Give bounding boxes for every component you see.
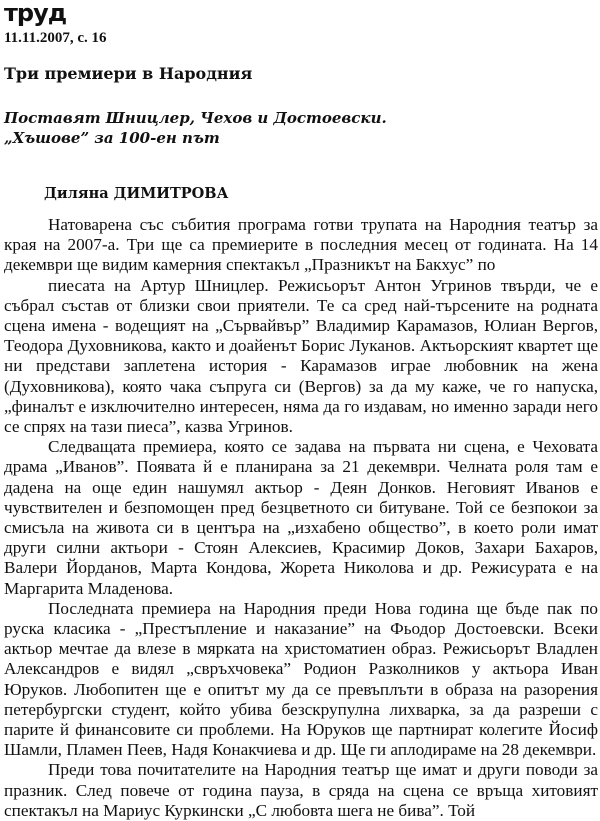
subheadline-line-2: „Хъшове” за 100-ен път [4,129,220,147]
paragraph: пиесата на Артур Шницлер. Режисьорът Антон Угринов твърди, че е събрал състав от близки свои приятели. Те са сред най-търсените на родната сцена имена - водещият на „Сървайвър” Владимир Карамазов, Юлиан Вергов, Теодора Духовникова, както и доайенът Борис Луканов. Актьорският квартет ще ни представи заплетена история - Карамазов играе любовник на жена (Духовникова), която чака съпруга си (Вергов) за да му каже, че го напуска, „финалът е изключително интересен, няма да го издавам, но именно заради него се спрях на тази пиеса”, казва Угринов. [4,275,598,437]
article-subheadline [4,108,387,148]
publication-logo: труд [4,0,67,27]
article-author: Диляна ДИМИТРОВА [44,185,229,202]
subheadline-line-1: Поставят Шницлер, Чехов и Достоевски. [4,109,387,127]
paragraph: Следващата премиера, която се задава на първата ни сцена, е Чеховата драма „Иванов”. Появата й е планирана за 21 декември. Челната роля там е дадена на още един нашумял актьор - Деян Донков. Неговият Иванов е чувствителен и безпомощен пред безцветното си битуване. Той се безпокои за смисъла на живота си в центъра на „изхабено общество”, в което роли имат други силни актьори - Стоян Алексиев, Красимир Доков, Захари Бахаров, Валери Йорданов, Марта Кондова, Жорета Николова и др. Режисурата е на Маргарита Младенова. [4,437,598,598]
dateline: 11.11.2007, с. 16 [4,30,107,46]
paragraph: Преди това почитателите на Народния театър ще имат и други поводи за празник. След повече от година пауза, в сряда на сцена се връща хитовият спектакъл на Мариус Куркински „С любовта шега не бива”. Той [4,760,598,820]
paragraph: Последната премиера на Народния преди Нова година ще бъде пак по руска класика - „Престъпление и наказание” на Фьодор Достоевски. Всеки актьор мечтае да влезе в мярката на христоматиен образ. Режисьорът Владлен Александров е видял „свръхчовека” Родион Разколников у актьора Иван Юруков. Любопитен ще е опитът му да се превъплъти в образа на разорения петербургски студент, който убива безскрупулна лихварка, за да разреши с парите й финансовите си проблеми. На Юруков ще партнират колегите Йосиф Шамли, Пламен Пеев, Надя Конакчиева и др. Ще ги аплодираме на 28 декември. [4,598,598,760]
paragraph: Натоварена със събития програма готви трупата на Народния театър за края на 2007-а. Три ще са премиерите в последния месец от годината. На 14 декември ще видим камерния спектакъл „Празникът на Бакхус” по [4,215,598,275]
article-body [4,215,598,821]
article-headline: Три премиери в Народния [4,64,253,83]
